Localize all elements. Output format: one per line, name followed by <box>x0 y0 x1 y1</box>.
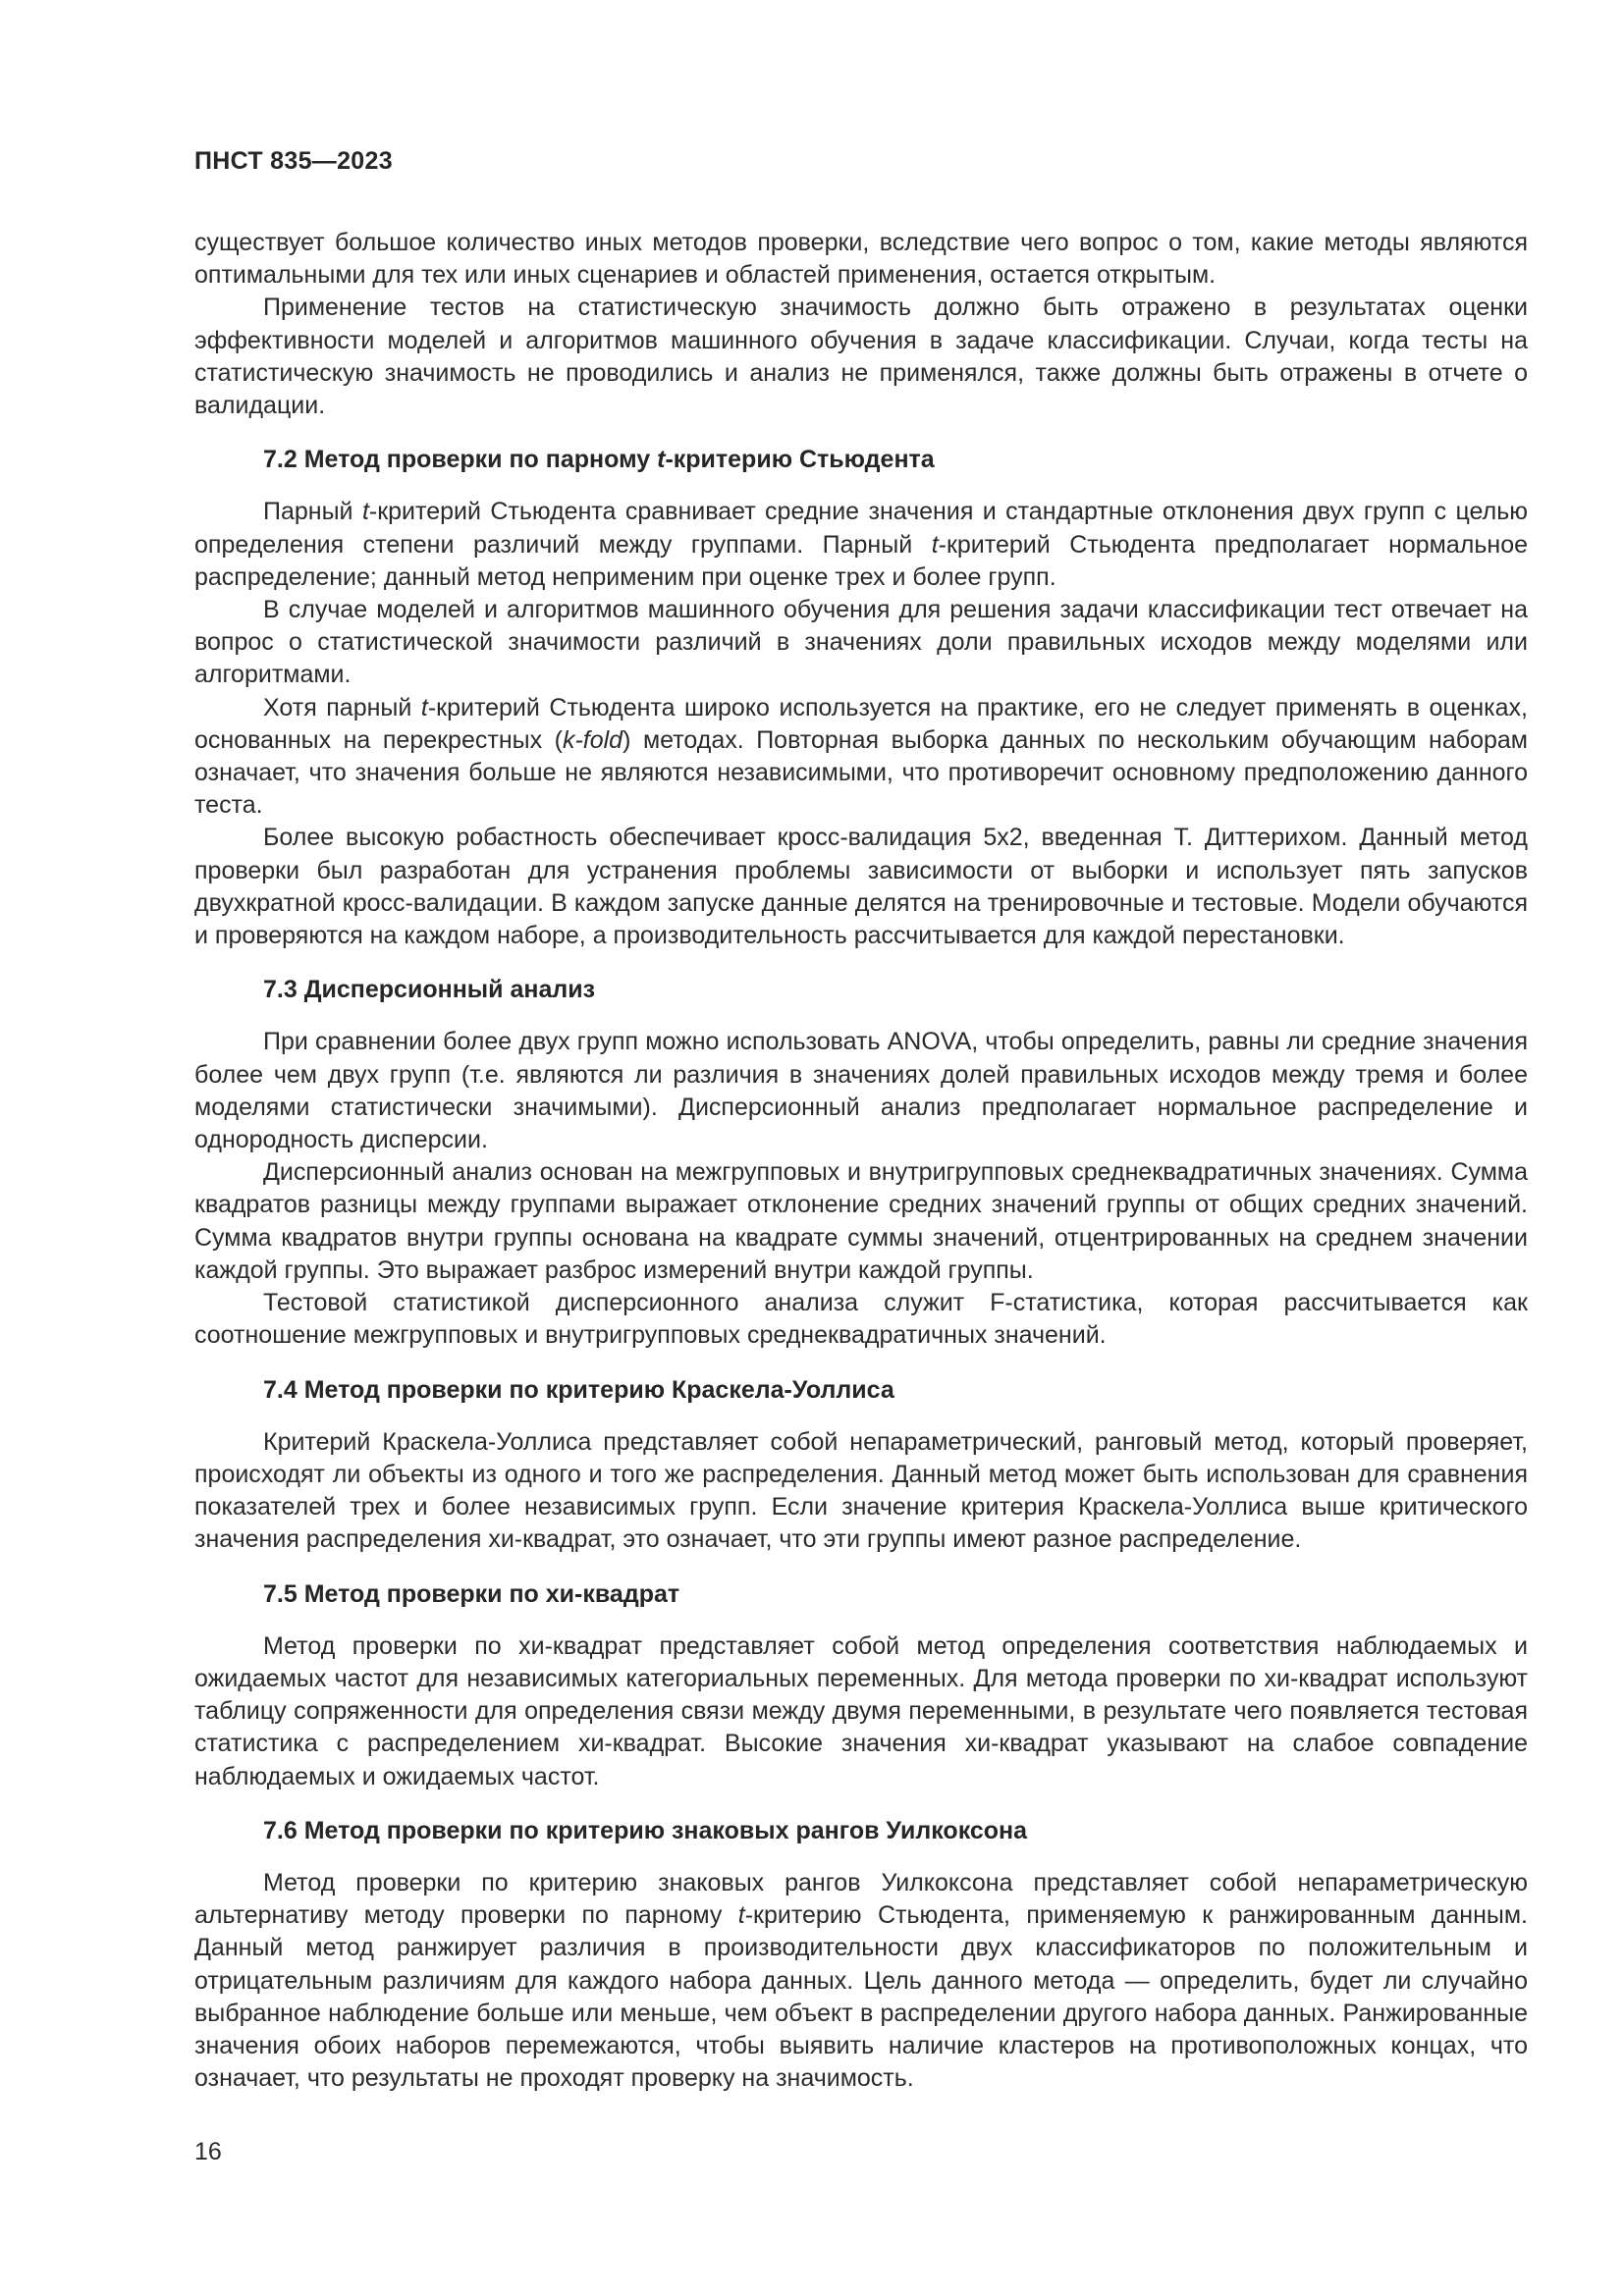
section-heading-7-5: 7.5 Метод проверки по хи-квадрат <box>263 1579 680 1608</box>
paragraph: Дисперсионный анализ основан на межгрупповых и внутригрупповых среднеквадратичных значениях. Сумма квадратов разницы между группами выражает отклонение средних значений группы от общих средних значений. Сумма квадратов внутри группы основана на квадрате суммы значений, отцентрированных на среднем значении каждой группы. Это выражает разброс измерений внутри каждой группы. <box>194 1158 1528 1284</box>
section-heading-7-4: 7.4 Метод проверки по критерию Краскела-Уоллиса <box>263 1375 894 1404</box>
document-body <box>194 227 1528 2095</box>
section-heading-7-6: 7.6 Метод проверки по критерию знаковых рангов Уилкоксона <box>263 1816 1028 1844</box>
paragraph: существует большое количество иных методов проверки, вследствие чего вопрос о том, какие методы являются оптимальными для тех или иных сценариев и областей применения, остается открытым. <box>194 229 1528 290</box>
paragraph: Метод проверки по хи-квадрат представляет собой метод определения соответствия наблюдаемых и ожидаемых частот для независимых категориальных переменных. Для метода проверки по хи-квадрат используют таблицу сопряженности для определения связи между двумя переменными, в результате чего появляется тестовая статистика с распределением хи-квадрат. Высокие значения хи-квадрат указывают на слабое совпадение наблюдаемых и ожидаемых частот. <box>194 1631 1528 1790</box>
paragraph: Критерий Краскела-Уоллиса представляет собой непараметрический, ранговый метод, который проверяет, происходят ли объекты из одного и того же распределения. Данный метод может быть использован для сравнения показателей трех и более независимых групп. Если значение критерия Краскела-Уоллиса выше критического значения распределения хи-квадрат, это означает, что эти группы имеют разное распределение. <box>194 1427 1528 1554</box>
page-number: 16 <box>194 2138 222 2165</box>
paragraph: Парный t-критерий Стьюдента сравнивает средние значения и стандартные отклонения двух групп с целью определения степени различий между группами. Парный t-критерий Стьюдента предполагает нормальное распределение; данный метод неприменим при оценке трех и более групп. <box>194 498 1529 591</box>
paragraph: Метод проверки по критерию знаковых рангов Уилкоксона представляет собой непараметрическую альтернативу методу проверки по парному t-критерию Стьюдента, применяемую к ранжированным данным. Данный метод ранжирует различия в производительности двух классификаторов по положительным и отрицательным различиям для каждого набора данных. Цель данного метода — определить, будет ли случайно выбранное наблюдение больше или меньше, чем объект в распределении другого набора данных. Ранжированные значения обоих наборов перемежаются, чтобы выявить наличие кластеров на противоположных концах, что означает, что результаты не проходят проверку на значимость. <box>194 1868 1528 2093</box>
section-heading-7-2: 7.2 Метод проверки по парному t-критерию Стьюдента <box>263 446 935 474</box>
paragraph: Применение тестов на статистическую значимость должно быть отражено в результатах оценки эффективности моделей и алгоритмов машинного обучения в задаче классификации. Случаи, когда тесты на статистическую значимость не проводились и анализ не применялся, также должны быть отражены в отчете о валидации. <box>194 294 1528 420</box>
paragraph: Более высокую робастность обеспечивает кросс-валидация 5x2, введенная Т. Диттерихом. Данный метод проверки был разработан для устранения проблемы зависимости от выборки и использует пять запусков двухкратной кросс-валидации. В каждом запуске данные делятся на тренировочные и тестовые. Модели обучаются и проверяются на каждом наборе, а производительность рассчитывается для каждой перестановки. <box>194 824 1528 950</box>
paragraph: Тестовой статистикой дисперсионного анализа служит F-статистика, которая рассчитывается как соотношение межгрупповых и внутригрупповых среднеквадратичных значений. <box>194 1289 1528 1350</box>
paragraph: В случае моделей и алгоритмов машинного обучения для решения задачи классификации тест отвечает на вопрос о статистической значимости различий в значениях доли правильных исходов между моделями или алгоритмами. <box>194 596 1528 689</box>
section-heading-7-3: 7.3 Дисперсионный анализ <box>263 976 596 1004</box>
paragraph: Хотя парный t-критерий Стьюдента широко используется на практике, его не следует применять в оценках, основанных на перекрестных (k-fold) методах. Повторная выборка данных по нескольким обучающим наборам означает, что значения больше не являются независимыми, что противоречит основному предположению данного теста. <box>194 693 1528 820</box>
document-header: ПНСТ 835—2023 <box>194 147 393 175</box>
paragraph: При сравнении более двух групп можно использовать ANOVA, чтобы определить, равны ли средние значения более чем двух групп (т.е. являются ли различия в значениях долей правильных исходов между тремя и более моделями статистически значимыми). Дисперсионный анализ предполагает нормальное распределение и однородность дисперсии. <box>194 1028 1528 1154</box>
